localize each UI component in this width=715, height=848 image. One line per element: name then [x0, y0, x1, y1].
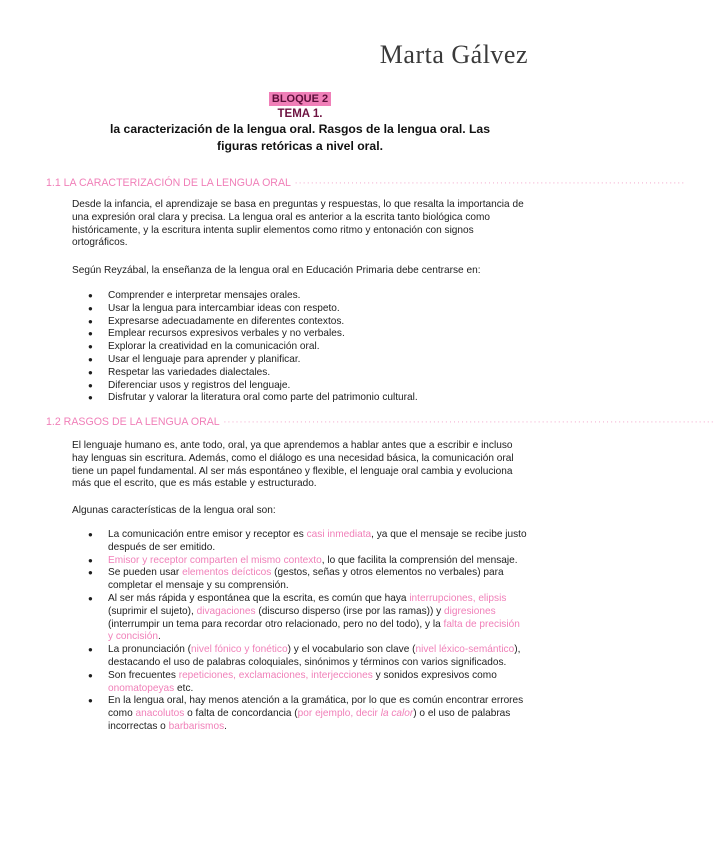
- section-1-paragraph-1: Desde la infancia, el aprendizaje se basa en preguntas y respuestas, lo que resalta la importancia de una expresión oral clara y precisa. La lengua oral es anterior a la escrita tanto biológica como históricamente, y la escritura intenta suplir elementos como ritmo y entonación con signos ortográficos.: [72, 199, 524, 249]
- text: Se pueden usar: [108, 567, 183, 579]
- title-line-1: la caracterización de la lengua oral. Rasgos de la lengua oral. Las: [110, 122, 490, 136]
- document-header: [60, 89, 540, 155]
- section-1-heading: [46, 177, 686, 189]
- section-2-heading: [46, 416, 715, 428]
- section-2-list: [72, 529, 527, 734]
- text: , lo que facilita la comprensión del mensaje.: [321, 554, 518, 566]
- text: y sonidos expresivos como: [372, 669, 497, 681]
- list-item: [72, 555, 527, 568]
- highlight: nivel fónico y fonético: [191, 644, 288, 656]
- section-2-paragraph-1: El lenguaje humano es, ante todo, oral, ya que aprendemos a hablar antes que a escribir e incluso hay lenguas sin escritura. Además, como el diálogo es una necesidad básica, la comunicación oral tiene un papel fundamental. Al ser más espontáneo y flexible, el lenguaje oral cambia y evoluciona más que el escrito, que es más estable y estructurado.: [72, 440, 514, 490]
- list-item: ● Disfrutar y valorar la literatura oral como parte del patrimonio cultural.: [72, 392, 527, 405]
- highlight: falta de precisión y concisión: [108, 618, 520, 643]
- highlight: barbarismos: [168, 720, 225, 732]
- text: .: [224, 720, 227, 732]
- list-item: [72, 529, 527, 555]
- list-item: ● Respetar las variedades dialectales.: [72, 367, 527, 380]
- text: (interrumpir un tema para recordar otro relacionado, pero no del todo), y la: [108, 618, 444, 630]
- highlight: nivel léxico-semántico: [415, 644, 515, 656]
- text: ), destacando el uso de palabras coloquiales, sinónimos y términos con varios significados.: [108, 644, 521, 668]
- text: ) y el vocabulario son clave (: [287, 644, 416, 656]
- section-1-list: [72, 290, 527, 405]
- list-item: ● Expresarse adecuadamente en diferentes contextos.: [72, 316, 527, 329]
- list-item: [72, 695, 527, 733]
- section-1-heading-text: 1.1 LA CARACTERIZACIÓN DE LA LENGUA ORAL: [46, 177, 291, 189]
- text: o falta de concordancia (: [184, 708, 298, 720]
- highlight: elementos deícticos: [182, 567, 272, 579]
- highlight: onomatopeyas: [108, 682, 175, 694]
- text: ) o el uso de palabras incorrectas o: [108, 708, 511, 732]
- highlight: interrupciones, elipsis: [409, 592, 507, 604]
- text: (discurso disperso (irse por las ramas)) y: [255, 605, 445, 617]
- highlight: [298, 708, 414, 719]
- tema-label: TEMA 1.: [277, 108, 323, 120]
- section-2-heading-text: 1.2 RASGOS DE LA LENGUA ORAL: [46, 416, 220, 428]
- list-item: [72, 644, 527, 670]
- text: Son frecuentes: [108, 669, 179, 681]
- highlight: anacolutos: [135, 708, 185, 720]
- text: Al ser más rápida y espontánea que la escrita, es común que haya: [108, 592, 410, 604]
- list-item: [72, 567, 527, 593]
- highlight: casi inmediata: [306, 529, 372, 540]
- highlight: Emisor y receptor comparten el mismo contexto: [108, 554, 322, 566]
- highlight: repeticiones, exclamaciones, interjecciones: [178, 669, 373, 681]
- list-item: ● Usar el lenguaje para aprender y planificar.: [72, 354, 527, 367]
- highlight-text: por ejemplo, decir: [297, 708, 381, 720]
- highlight-italic: la calor: [380, 708, 414, 720]
- text: La pronunciación (: [108, 644, 192, 656]
- list-item: ● Usar la lengua para intercambiar ideas con respeto.: [72, 303, 527, 316]
- text: (suprimir el sujeto),: [108, 605, 197, 617]
- text: etc.: [174, 682, 194, 694]
- highlight: digresiones: [444, 605, 496, 617]
- bloque-label: BLOQUE 2: [269, 92, 331, 106]
- text: , ya que el mensaje se recibe justo después de ser emitido.: [108, 529, 527, 553]
- section-2-paragraph-2: Algunas características de la lengua oral son:: [72, 505, 276, 516]
- section-1-paragraph-2: Según Reyzábal, la enseñanza de la lengua oral en Educación Primaria debe centrarse en:: [72, 265, 481, 276]
- heading-leader-dots: ·································································································: [290, 177, 686, 189]
- list-item: ● Diferenciar usos y registros del lenguaje.: [72, 380, 527, 393]
- author-name: Marta Gálvez: [379, 40, 528, 69]
- text: .: [157, 631, 161, 643]
- list-item: ● Comprender e interpretar mensajes orales.: [72, 290, 527, 303]
- document-title: [60, 121, 540, 155]
- highlight: divagaciones: [196, 605, 256, 617]
- list-item: [72, 670, 527, 696]
- heading-leader-dots: ··························································································································: [219, 416, 715, 428]
- text: (gestos, señas y otros elementos no verbales) para completar el mensaje y su comprensión.: [108, 567, 504, 592]
- text: En la lengua oral, hay menos atención a la gramática, por lo que es común encontrar errores como: [108, 695, 524, 720]
- text: La comunicación entre emisor y receptor es: [108, 529, 307, 540]
- list-item: [72, 593, 527, 644]
- list-item: ● Emplear recursos expresivos verbales y no verbales.: [72, 328, 527, 341]
- title-line-2: figuras retóricas a nivel oral.: [217, 139, 383, 153]
- list-item: ● Explorar la creatividad en la comunicación oral.: [72, 341, 527, 354]
